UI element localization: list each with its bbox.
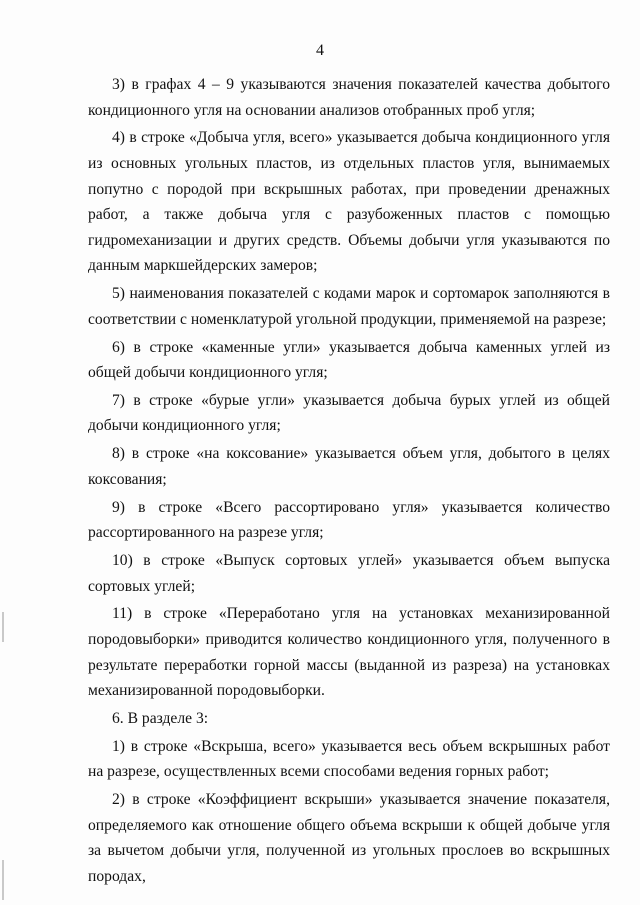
scan-edge-mark: [2, 860, 4, 900]
section-heading: 6. В разделе 3:: [112, 709, 209, 727]
paragraph-item-9: 9) в строке «Всего рассортировано угля» указывается количество рассортированного на разрезе угля;: [88, 498, 610, 542]
paragraph-item-11: 11) в строке «Переработано угля на установках механизированной породовыборки» приводится количество кондиционного угля, полученного в результате переработки горной массы (выданной из разреза) на установках механизированной породовыборки.: [88, 605, 610, 700]
paragraph-section3-item-2: 2) в строке «Коэффициент вскрыши» указывается значение показателя, определяемого как отношение общего объема вскрыши к общей добыче угля за вычетом добычи угля, полученной из угольных прослоев во вскрышных породах,: [88, 791, 610, 885]
paragraph-item-4: 4) в строке «Добыча угля, всего» указывается добыча кондиционного угля из основных угольных пластов, из отдельных пластов угля, вынимаемых попутно с породой при вскрышных работах, при проведении дренажных работ, а также добыча угля с разубоженных пластов с помощью гидромеханизации и других средств. Объемы добычи угля указываются по данным маркшейдерских замеров;: [88, 129, 610, 275]
paragraph-section3-item-1: 1) в строке «Вскрыша, всего» указывается весь объем вскрышных работ на разрезе, осуществленных всеми способами ведения горных работ;: [88, 737, 610, 781]
page-number: 4: [316, 42, 324, 59]
scan-edge-mark: [2, 612, 4, 642]
paragraph-item-8: 8) в строке «на коксование» указывается объем угля, добытого в целях коксования;: [88, 445, 610, 488]
document-body: [88, 72, 610, 892]
paragraph-item-6: 6) в строке «каменные угли» указывается добыча каменных углей из общей добычи кондиционного угля;: [88, 338, 610, 382]
paragraph-item-3: 3) в графах 4 – 9 указываются значения показателей качества добытого кондиционного угля на основании анализов отобранных проб угля;: [88, 76, 610, 119]
paragraph-item-7: 7) в строке «бурые угли» указывается добыча бурых углей из общей добычи кондиционного угля;: [88, 391, 610, 435]
paragraph-item-5: 5) наименования показателей с кодами марок и сортомарок заполняются в соответствии с номенклатурой угольной продукции, применяемой на разрезе;: [88, 285, 610, 328]
paragraph-item-10: 10) в строке «Выпуск сортовых углей» указывается объем выпуска сортовых углей;: [88, 552, 610, 595]
